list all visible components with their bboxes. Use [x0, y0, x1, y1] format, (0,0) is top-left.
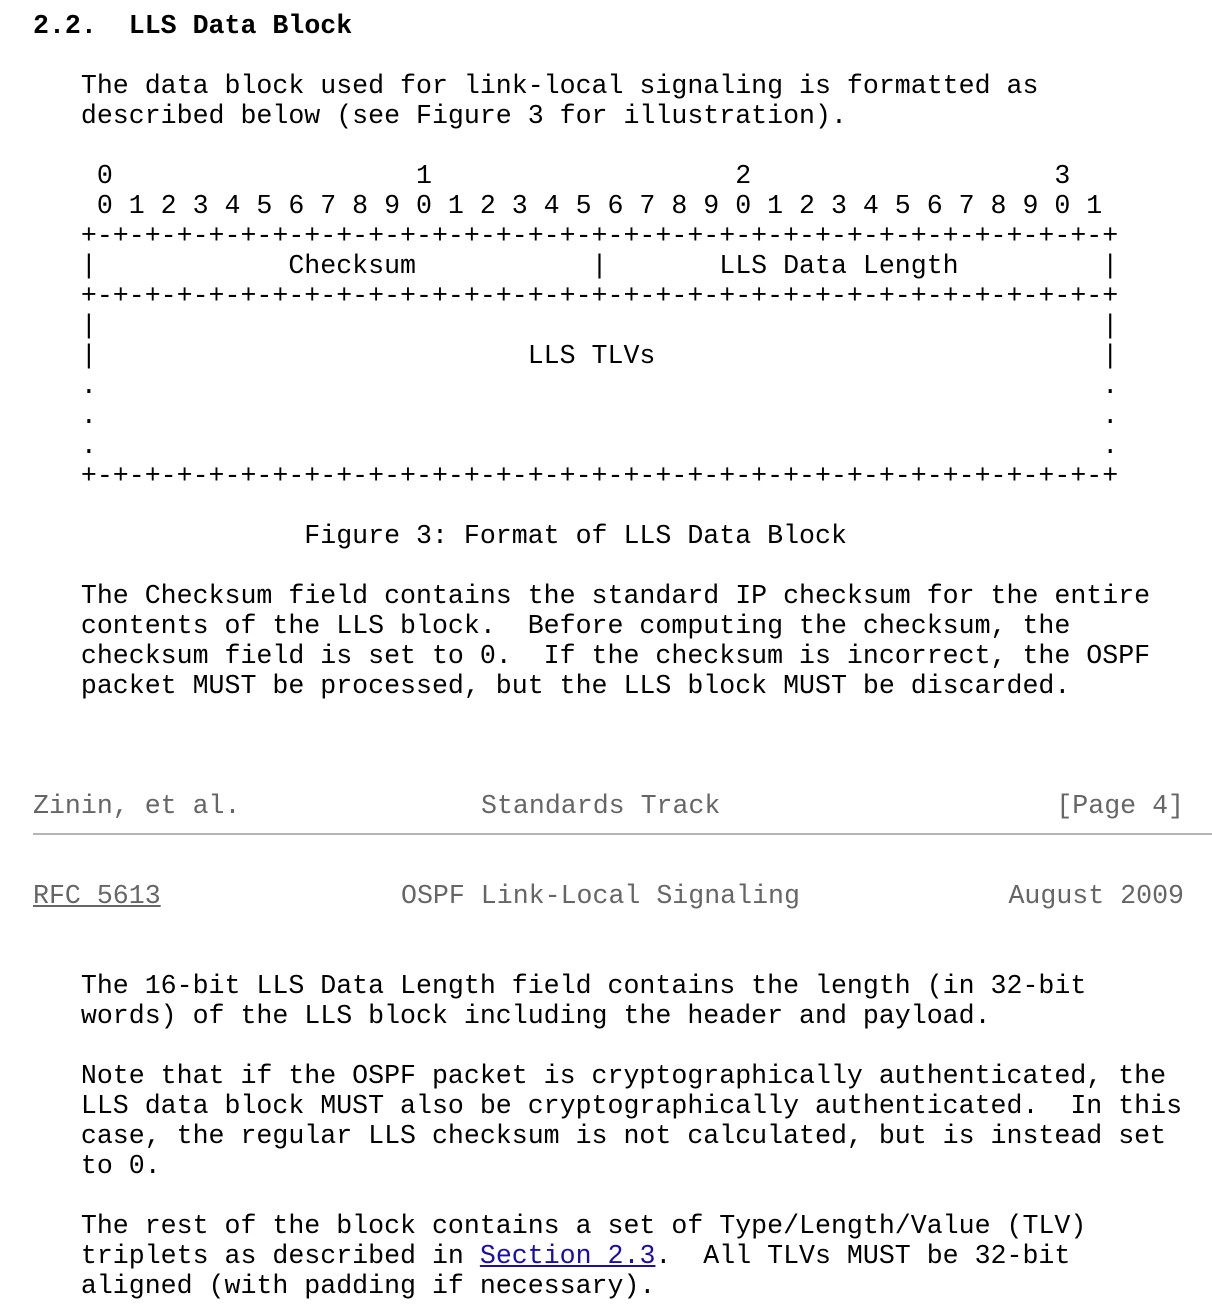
figure-border: +-+-+-+-+-+-+-+-+-+-+-+-+-+-+-+-+-+-+-+-+-+-+-+-+-+-+-+-+-+-+-+-+ [33, 281, 1119, 311]
checksum-para-line: contents of the LLS block. Before computing the checksum, the [33, 611, 1071, 641]
footer-track: Standards Track [481, 791, 721, 821]
blank-line [33, 941, 1212, 971]
checksum-para-line: checksum field is set to 0. If the checksum is incorrect, the OSPF [33, 641, 1151, 671]
figure-bit-ruler-units: 0 1 2 3 4 5 6 7 8 9 0 1 2 3 4 5 6 7 8 9 0 1 2 3 4 5 6 7 8 9 0 1 [33, 191, 1103, 221]
blank-line [33, 821, 1212, 851]
page-separator [33, 833, 1212, 835]
tlv-para-line [33, 1241, 1212, 1271]
blank-line [33, 491, 1212, 521]
figure-tlv-row: | LLS TLVs | [33, 341, 1119, 371]
footer-page-number: [Page 4] [1056, 791, 1184, 821]
rfc-page [33, 11, 1212, 1301]
page-header [33, 881, 1212, 911]
figure-tlv-row: . . [33, 431, 1119, 461]
blank-line [33, 701, 1212, 731]
auth-para-line: to 0. [33, 1151, 161, 1181]
blank-line [33, 1031, 1212, 1061]
blank-line [33, 911, 1212, 941]
header-date: August 2009 [1008, 881, 1184, 911]
intro-line: The data block used for link-local signaling is formatted as [33, 71, 1039, 101]
figure-bit-ruler-tens: 0 1 2 3 [33, 161, 1071, 191]
checksum-para-line: packet MUST be processed, but the LLS block MUST be discarded. [33, 671, 1071, 701]
figure-caption: Figure 3: Format of LLS Data Block [33, 521, 847, 551]
figure-field-row: | Checksum | LLS Data Length | [33, 251, 1119, 281]
length-para-line: The 16-bit LLS Data Length field contains the length (in 32-bit [33, 971, 1087, 1001]
section-title: LLS Data Block [128, 11, 353, 41]
auth-para-line: Note that if the OSPF packet is cryptographically authenticated, the [33, 1061, 1167, 1091]
section-heading [33, 11, 1212, 41]
blank-line [33, 551, 1212, 581]
checksum-para-line: The Checksum field contains the standard IP checksum for the entire [33, 581, 1151, 611]
document-body [33, 11, 1212, 1301]
auth-para-line: case, the regular LLS checksum is not calculated, but is instead set [33, 1121, 1167, 1151]
blank-line [33, 761, 1212, 791]
figure-tlv-row: . . [33, 371, 1119, 401]
blank-line [33, 41, 1212, 71]
footer-authors: Zinin, et al. [33, 791, 241, 821]
blank-line [33, 1181, 1212, 1211]
figure-border: +-+-+-+-+-+-+-+-+-+-+-+-+-+-+-+-+-+-+-+-+-+-+-+-+-+-+-+-+-+-+-+-+ [33, 221, 1119, 251]
blank-line [33, 731, 1212, 761]
tlv-para-line: The rest of the block contains a set of Type/Length/Value (TLV) [33, 1211, 1087, 1241]
blank-line [33, 851, 1212, 881]
auth-para-line: LLS data block MUST also be cryptographically authenticated. In this [33, 1091, 1183, 1121]
intro-line: described below (see Figure 3 for illustration). [33, 101, 847, 131]
page-footer [33, 791, 1212, 821]
section-2-3-link[interactable]: Section 2.3 [479, 1241, 656, 1271]
figure-border: +-+-+-+-+-+-+-+-+-+-+-+-+-+-+-+-+-+-+-+-+-+-+-+-+-+-+-+-+-+-+-+-+ [33, 461, 1119, 491]
figure-tlv-row: . . [33, 401, 1119, 431]
tlv-para-text: . All TLVs MUST be 32-bit [655, 1241, 1071, 1271]
header-title: OSPF Link-Local Signaling [401, 881, 800, 911]
section-number: 2.2. [33, 11, 97, 41]
tlv-para-line: aligned (with padding if necessary). [33, 1271, 656, 1301]
figure-tlv-row: | | [33, 311, 1119, 341]
tlv-para-text: triplets as described in [33, 1241, 480, 1271]
length-para-line: words) of the LLS block including the header and payload. [33, 1001, 991, 1031]
blank-line [33, 131, 1212, 161]
rfc-number-link[interactable]: RFC 5613 [33, 881, 161, 911]
